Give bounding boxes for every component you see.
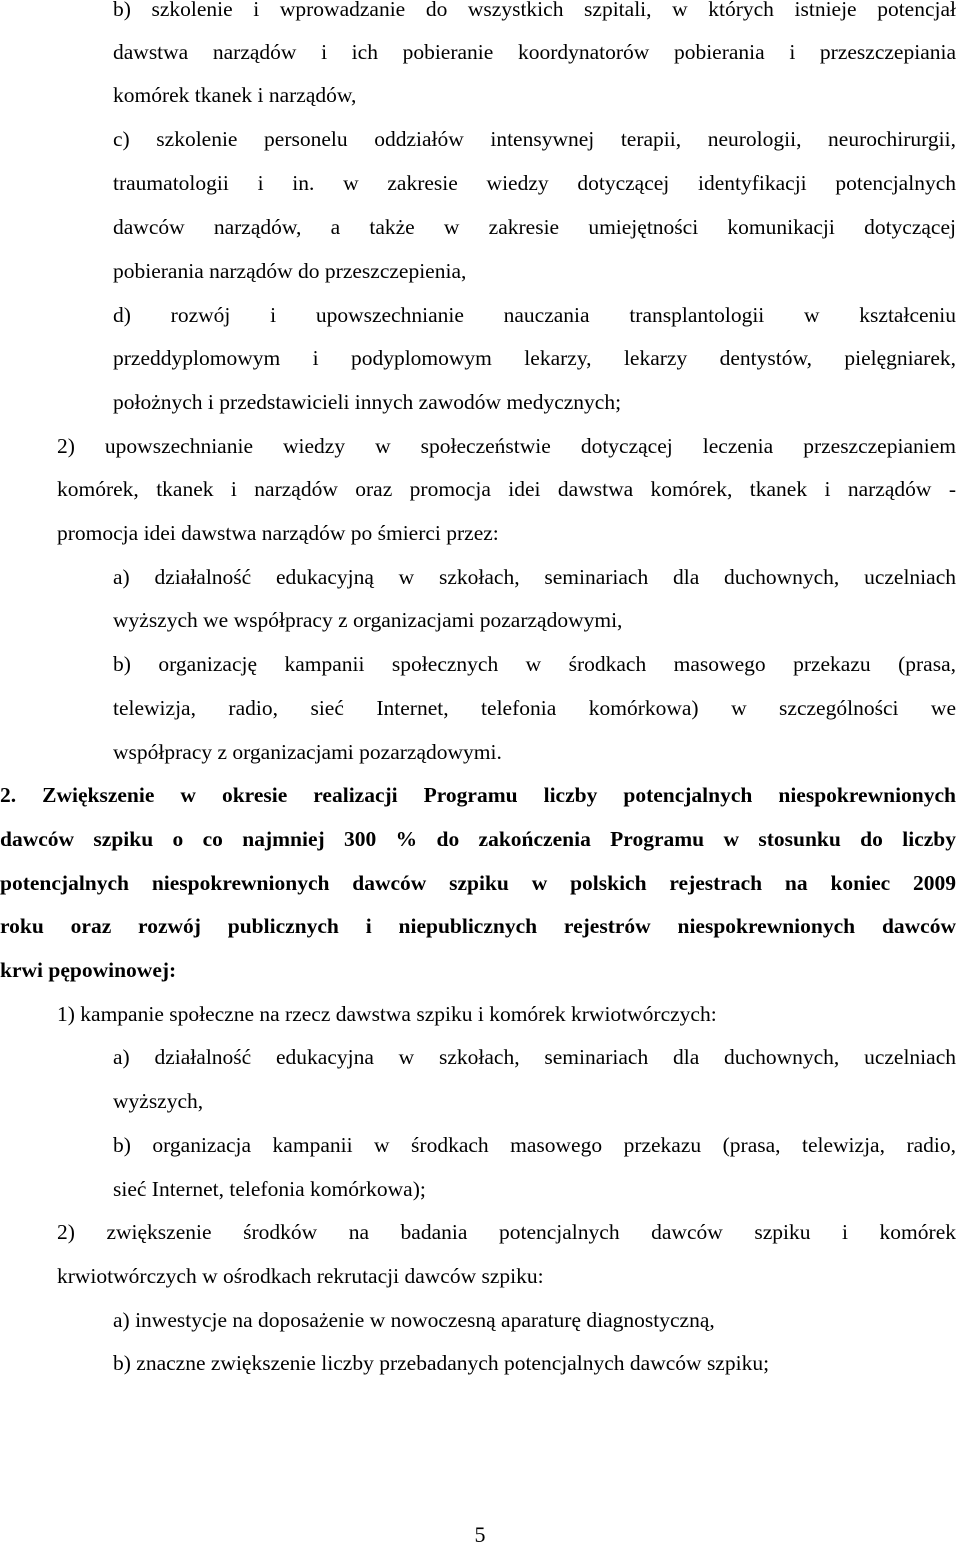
page-number: 5	[474, 1522, 486, 1547]
text-line: b) znaczne zwiększenie liczby przebadanych potencjalnych dawców szpiku;	[113, 1351, 770, 1375]
text-line: 2) upowszechnianie wiedzy w społeczeństwie dotyczącej leczenia przeszczepianiem	[57, 434, 956, 458]
text-line: współpracy z organizacjami pozarządowymi.	[113, 740, 502, 764]
text-line: sieć Internet, telefonia komórkowa);	[113, 1177, 426, 1201]
text-line: komórek tkanek i narządów,	[113, 83, 357, 107]
section-heading-line: 2. Zwiększenie w okresie realizacji Programu liczby potencjalnych niespokrewnionych	[0, 783, 956, 807]
text-line: b) organizację kampanii społecznych w środkach masowego przekazu (prasa,	[113, 652, 956, 676]
text-line: d) rozwój i upowszechnianie nauczania transplantologii w kształceniu	[113, 303, 956, 327]
text-line: c) szkolenie personelu oddziałów intensywnej terapii, neurologii, neurochirurgii,	[113, 127, 956, 151]
section-heading-line: dawców szpiku o co najmniej 300 % do zakończenia Programu w stosunku do liczby	[0, 827, 956, 851]
text-line: a) inwestycje na doposażenie w nowoczesną aparaturę diagnostyczną,	[113, 1308, 715, 1332]
text-line: wyższych we współpracy z organizacjami pozarządowymi,	[113, 608, 623, 632]
text-line: telewizja, radio, sieć Internet, telefonia komórkowa) w szczególności we	[113, 696, 956, 720]
text-line: a) działalność edukacyjna w szkołach, seminariach dla duchownych, uczelniach	[113, 1045, 956, 1069]
text-line: pobierania narządów do przeszczepienia,	[113, 259, 467, 283]
text-line: b) szkolenie i wprowadzanie do wszystkich szpitali, w których istnieje potencjał	[113, 0, 956, 21]
text-line: b) organizacja kampanii w środkach masowego przekazu (prasa, telewizja, radio,	[113, 1133, 956, 1157]
text-line: wyższych,	[113, 1089, 204, 1113]
text-line: przeddyplomowym i podyplomowym lekarzy, lekarzy dentystów, pielęgniarek,	[113, 346, 956, 370]
section-heading-line: krwi pępowinowej:	[0, 958, 177, 982]
text-line: 2) zwiększenie środków na badania potencjalnych dawców szpiku i komórek	[57, 1220, 956, 1244]
text-line: promocja idei dawstwa narządów po śmierci przez:	[57, 521, 499, 545]
text-line: komórek, tkanek i narządów oraz promocja idei dawstwa komórek, tkanek i narządów -	[57, 477, 956, 501]
text-line: krwiotwórczych w ośrodkach rekrutacji dawców szpiku:	[57, 1264, 544, 1288]
text-line: dawców narządów, a także w zakresie umiejętności komunikacji dotyczącej	[113, 215, 956, 239]
text-line: położnych i przedstawicieli innych zawodów medycznych;	[113, 390, 622, 414]
section-heading-line: roku oraz rozwój publicznych i niepublicznych rejestrów niespokrewnionych dawców	[0, 914, 956, 938]
text-line: a) działalność edukacyjną w szkołach, seminariach dla duchownych, uczelniach	[113, 565, 956, 589]
text-line: dawstwa narządów i ich pobieranie koordynatorów pobierania i przeszczepiania	[113, 40, 956, 64]
section-heading-line: potencjalnych niespokrewnionych dawców szpiku w polskich rejestrach na koniec 2009	[0, 871, 956, 895]
text-line: 1) kampanie społeczne na rzecz dawstwa szpiku i komórek krwiotwórczych:	[57, 1002, 717, 1026]
text-line: traumatologii i in. w zakresie wiedzy dotyczącej identyfikacji potencjalnych	[113, 171, 956, 195]
